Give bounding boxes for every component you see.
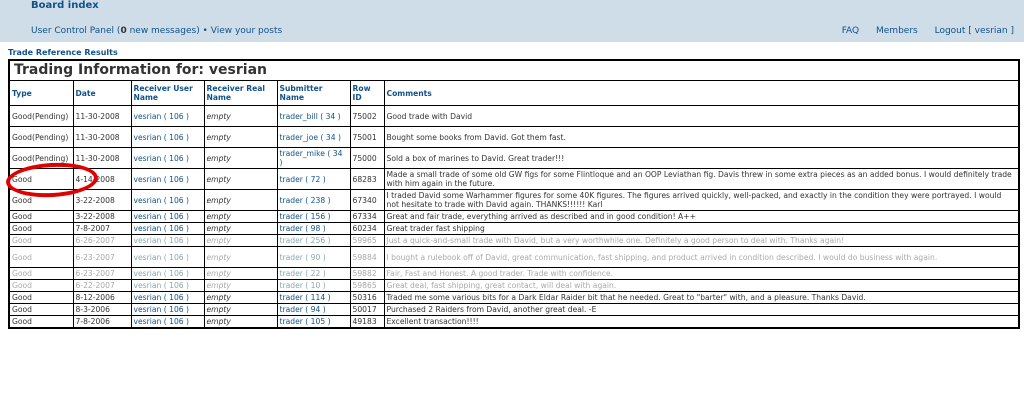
date-cell: 4-14-2008 [73,169,131,190]
date-cell: 8-3-2006 [73,304,131,316]
type-cell: Good [9,235,73,247]
column-header: Receiver Real Name [204,81,277,106]
comment-cell: Excellent transaction!!!! [384,316,1019,329]
user-links: User Control Panel (0 new messages) • View your posts [31,26,283,36]
submitter-link[interactable]: trader ( 256 ) [277,235,350,247]
column-header: Comments [384,81,1019,106]
row-id-cell: 67340 [350,190,384,211]
row-id-cell: 67334 [350,211,384,223]
type-cell: Good [9,292,73,304]
receiver-link[interactable]: vesrian ( 106 ) [131,106,204,127]
real-name-cell: empty [204,235,277,247]
navbar [0,0,1024,42]
comment-cell: Traded me some various bits for a Dark Eldar Raider bit that he needed. Great to "barter" with, and a pleasure. Thanks David. [384,292,1019,304]
submitter-link[interactable]: trader ( 238 ) [277,190,350,211]
date-cell: 7-8-2006 [73,316,131,329]
receiver-link[interactable]: vesrian ( 106 ) [131,211,204,223]
table-row [9,316,1019,329]
row-id-cell: 60234 [350,223,384,235]
real-name-cell: empty [204,292,277,304]
table-row [9,304,1019,316]
column-header: Row ID [350,81,384,106]
table-row [9,169,1019,190]
receiver-link[interactable]: vesrian ( 106 ) [131,268,204,280]
submitter-link[interactable]: trader ( 156 ) [277,211,350,223]
row-id-cell: 59884 [350,247,384,268]
date-cell: 11-30-2008 [73,106,131,127]
submitter-link[interactable]: trader ( 90 ) [277,247,350,268]
faq-link[interactable]: FAQ [841,26,860,36]
real-name-cell: empty [204,148,277,169]
table-row [9,268,1019,280]
comment-cell: Bought some books from David. Got them fast. [384,127,1019,148]
submitter-link[interactable]: trader ( 10 ) [277,280,350,292]
comment-cell: Good trade with David [384,106,1019,127]
board-index-link[interactable]: Board index [31,0,99,11]
submitter-link[interactable]: trader_joe ( 34 ) [277,127,350,148]
page-heading: Trade Reference Results [8,48,118,57]
table-row [9,235,1019,247]
receiver-link[interactable]: vesrian ( 106 ) [131,223,204,235]
table-body [9,106,1019,329]
receiver-link[interactable]: vesrian ( 106 ) [131,235,204,247]
date-cell: 8-12-2006 [73,292,131,304]
submitter-link[interactable]: trader_mike ( 34 ) [277,148,350,169]
submitter-link[interactable]: trader_bill ( 34 ) [277,106,350,127]
comment-cell: I bought a rulebook off of David, great communication, fast shipping, and product arrived in condition described. I would do business with again. [384,247,1019,268]
column-header: Type [9,81,73,106]
row-id-cell: 68283 [350,169,384,190]
comment-cell: Fair, Fast and Honest. A good trader. Trade with confidence. [384,268,1019,280]
real-name-cell: empty [204,223,277,235]
real-name-cell: empty [204,190,277,211]
comment-cell: Great and fair trade, everything arrived as described and in good condition! A++ [384,211,1019,223]
real-name-cell: empty [204,280,277,292]
date-cell: 6-23-2007 [73,247,131,268]
table-title: Trading Information for: vesrian [9,60,1019,81]
date-cell: 6-26-2007 [73,235,131,247]
date-cell: 6-23-2007 [73,268,131,280]
real-name-cell: empty [204,127,277,148]
comment-cell: Great trader fast shipping [384,223,1019,235]
right-nav [828,26,1014,36]
real-name-cell: empty [204,169,277,190]
real-name-cell: empty [204,316,277,329]
table-row [9,148,1019,169]
table-row [9,247,1019,268]
row-id-cell: 59865 [350,280,384,292]
table-row [9,190,1019,211]
row-id-cell: 50017 [350,304,384,316]
logout-link[interactable]: Logout [ vesrian ] [934,26,1014,36]
table-row [9,106,1019,127]
receiver-link[interactable]: vesrian ( 106 ) [131,127,204,148]
comment-cell: Great deal, fast shipping, great contact, will deal with again. [384,280,1019,292]
comment-cell: Made a small trade of some old GW figs for some Flintloque and an OOP Leviathan fig. Davis threw in some extra pieces as an added bonus. I would definitely trade with him again in the future. [384,169,1019,190]
type-cell: Good [9,247,73,268]
receiver-link[interactable]: vesrian ( 106 ) [131,148,204,169]
row-id-cell: 50316 [350,292,384,304]
type-cell: Good [9,268,73,280]
receiver-link[interactable]: vesrian ( 106 ) [131,304,204,316]
table-row [9,292,1019,304]
table-row [9,223,1019,235]
view-posts-link[interactable]: View your posts [210,26,283,36]
receiver-link[interactable]: vesrian ( 106 ) [131,316,204,329]
column-header: Date [73,81,131,106]
submitter-link[interactable]: trader ( 105 ) [277,316,350,329]
table-row [9,127,1019,148]
real-name-cell: empty [204,247,277,268]
submitter-link[interactable]: trader ( 72 ) [277,169,350,190]
comment-cell: Purchased 2 Raiders from David, another great deal. -E [384,304,1019,316]
type-cell: Good [9,316,73,329]
header-row [9,81,1019,106]
type-cell: Good [9,169,73,190]
row-id-cell: 49183 [350,316,384,329]
row-id-cell: 75001 [350,127,384,148]
submitter-link[interactable]: trader ( 98 ) [277,223,350,235]
comment-cell: Sold a box of marines to David. Great trader!!! [384,148,1019,169]
submitter-link[interactable]: trader ( 22 ) [277,268,350,280]
members-link[interactable]: Members [876,26,918,36]
comment-cell: I traded David some Warhammer figures for some 40K figures. The figures arrived quickly, well-packed, and exactly in the condition they were portrayed. I would not hesitate to trade with David again. THANKS!!!!!! Karl [384,190,1019,211]
submitter-link[interactable]: trader ( 114 ) [277,292,350,304]
date-cell: 11-30-2008 [73,127,131,148]
type-cell: Good [9,190,73,211]
type-cell: Good [9,280,73,292]
row-id-cell: 59882 [350,268,384,280]
trade-table-container [8,59,1018,329]
receiver-link[interactable]: vesrian ( 106 ) [131,292,204,304]
table-row [9,211,1019,223]
row-id-cell: 75000 [350,148,384,169]
type-cell: Good [9,304,73,316]
column-header: Receiver User Name [131,81,204,106]
type-cell: Good [9,223,73,235]
column-header: Submitter Name [277,81,350,106]
date-cell: 3-22-2008 [73,211,131,223]
real-name-cell: empty [204,106,277,127]
receiver-link[interactable]: vesrian ( 106 ) [131,169,204,190]
new-messages-count: 0 [120,26,127,36]
type-cell: Good(Pending) [9,127,73,148]
new-messages-link[interactable]: new messages [129,26,197,36]
row-id-cell: 75002 [350,106,384,127]
table-row [9,280,1019,292]
trade-table [8,59,1020,329]
real-name-cell: empty [204,268,277,280]
receiver-link[interactable]: vesrian ( 106 ) [131,190,204,211]
real-name-cell: empty [204,211,277,223]
submitter-link[interactable]: trader ( 94 ) [277,304,350,316]
date-cell: 11-30-2008 [73,148,131,169]
receiver-link[interactable]: vesrian ( 106 ) [131,247,204,268]
row-id-cell: 59965 [350,235,384,247]
comment-cell: Just a quick-and-small trade with David, but a very worthwhile one. Definitely a good person to deal with. Thanks again! [384,235,1019,247]
date-cell: 3-22-2008 [73,190,131,211]
real-name-cell: empty [204,304,277,316]
user-control-panel-link[interactable]: User Control Panel [31,26,115,36]
type-cell: Good [9,211,73,223]
type-cell: Good(Pending) [9,106,73,127]
receiver-link[interactable]: vesrian ( 106 ) [131,280,204,292]
date-cell: 6-22-2007 [73,280,131,292]
date-cell: 7-8-2007 [73,223,131,235]
type-cell: Good(Pending) [9,148,73,169]
